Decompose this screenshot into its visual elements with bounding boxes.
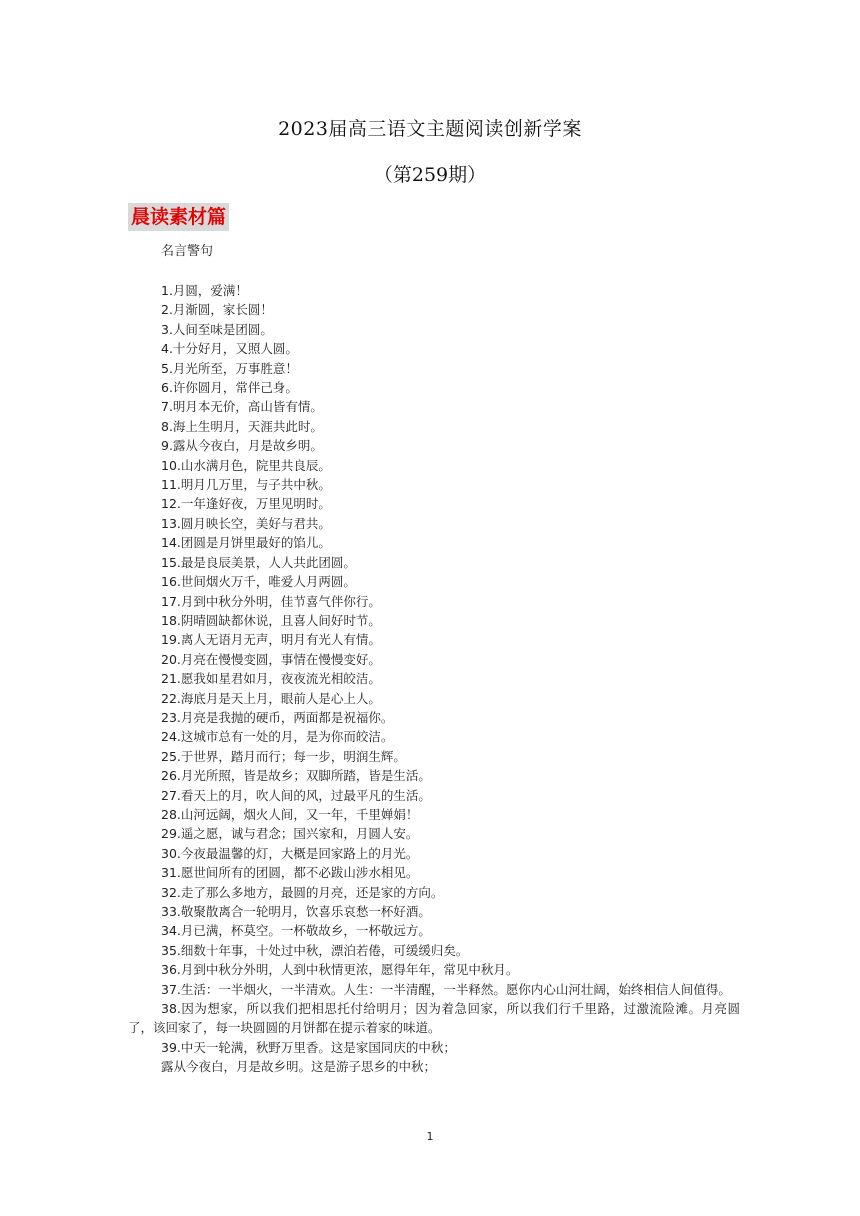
issue-number: （第259期） bbox=[373, 164, 487, 186]
quote-item: 17.月到中秋分外明，佳节喜气伴你行。 bbox=[161, 593, 381, 609]
quote-item: 露从今夜白，月是故乡明。这是游子思乡的中秋； bbox=[161, 1059, 437, 1075]
quote-list bbox=[128, 281, 740, 1077]
quote-item: 4.十分好月，又照人圆。 bbox=[161, 341, 298, 357]
quote-item: 10.山水满月色，院里共良辰。 bbox=[161, 457, 331, 473]
quote-item: 7.明月本无价，高山皆有情。 bbox=[161, 399, 323, 415]
section-heading: 晨读素材篇 bbox=[128, 203, 229, 231]
page-number: 1 bbox=[426, 1130, 434, 1143]
quote-item: 37.生活：一半烟火，一半清欢。人生：一半清醒，一半释然。愿你内心山河壮阔，始终相信人间值得。 bbox=[161, 981, 731, 997]
quote-item: 16.世间烟火万千，唯爱人月两圆。 bbox=[161, 574, 356, 590]
quote-item: 3.人间至味是团圆。 bbox=[161, 321, 273, 337]
quote-item: 30.今夜最温馨的灯，大概是回家路上的月光。 bbox=[161, 845, 419, 861]
quote-item: 21.愿我如星君如月，夜夜流光相皎洁。 bbox=[161, 671, 381, 687]
quote-item: 6.许你圆月，常伴己身。 bbox=[161, 380, 298, 396]
quote-item: 9.露从今夜白，月是故乡明。 bbox=[161, 438, 323, 454]
quote-item: 27.看天上的月，吹人间的风，过最平凡的生活。 bbox=[161, 787, 431, 803]
quote-item: 18.阴晴圆缺都休说，且喜人间好时节。 bbox=[161, 612, 381, 628]
quote-item: 12.一年逢好夜，万里见明时。 bbox=[161, 496, 331, 512]
quote-item: 31.愿世间所有的团圆，都不必跋山涉水相见。 bbox=[161, 865, 419, 881]
quote-item: 24.这城市总有一处的月，是为你而皎洁。 bbox=[161, 729, 394, 745]
quote-item: 13.圆月映长空，美好与君共。 bbox=[161, 515, 331, 531]
document-title: 2023届高三语文主题阅读创新学案 bbox=[278, 118, 582, 140]
quote-item: 38.因为想家，所以我们把相思托付给明月；因为着急回家，所以我们行千里路，过激流险滩。月亮圆了，该回家了，每一块圆圆的月饼都在提示着家的味道。 bbox=[128, 1001, 740, 1036]
quote-item: 25.于世界，踏月而行；每一步，明润生辉。 bbox=[161, 748, 406, 764]
quote-item: 32.走了那么多地方，最圆的月亮，还是家的方向。 bbox=[161, 884, 444, 900]
quote-item: 39.中天一轮满，秋野万里香。这是家国同庆的中秋； bbox=[161, 1039, 456, 1055]
quote-item: 20.月亮在慢慢变圆，事情在慢慢变好。 bbox=[161, 651, 381, 667]
quote-item: 19.离人无语月无声，明月有光人有情。 bbox=[161, 632, 381, 648]
quote-item: 23.月亮是我抛的硬币，两面都是祝福你。 bbox=[161, 709, 394, 725]
quote-item: 5.月光所至，万事胜意！ bbox=[161, 360, 298, 376]
quote-item: 1.月圆，爱满！ bbox=[161, 283, 248, 298]
quote-item: 22.海底月是天上月，眼前人是心上人。 bbox=[161, 690, 381, 706]
quote-item: 14.团圆是月饼里最好的馅儿。 bbox=[161, 535, 331, 551]
quote-item: 29.遥之愿，诚与君念；国兴家和，月圆人安。 bbox=[161, 826, 419, 842]
quote-item: 35.细数十年事，十处过中秋，漂泊若倦，可缓缓归矣。 bbox=[161, 942, 469, 958]
subheading: 名言警句 bbox=[161, 244, 214, 259]
quote-item: 26.月光所照，皆是故乡；双脚所踏，皆是生活。 bbox=[161, 768, 431, 784]
quote-item: 33.敬聚散离合一轮明月，饮喜乐哀愁一杯好酒。 bbox=[161, 904, 431, 919]
quote-item: 2.月渐圆，家长圆！ bbox=[161, 302, 273, 318]
quote-item: 15.最是良辰美景，人人共此团圆。 bbox=[161, 554, 356, 570]
quote-item: 28.山河远阔，烟火人间，又一年，千里婵娟！ bbox=[161, 806, 419, 822]
quote-item: 34.月已满，杯莫空。一杯敬故乡，一杯敬远方。 bbox=[161, 923, 431, 939]
quote-item: 8.海上生明月，天涯共此时。 bbox=[161, 418, 323, 434]
quote-item: 36.月到中秋分外明，人到中秋情更浓，愿得年年，常见中秋月。 bbox=[161, 962, 519, 978]
quote-item: 11.明月几万里，与子共中秋。 bbox=[161, 477, 331, 493]
